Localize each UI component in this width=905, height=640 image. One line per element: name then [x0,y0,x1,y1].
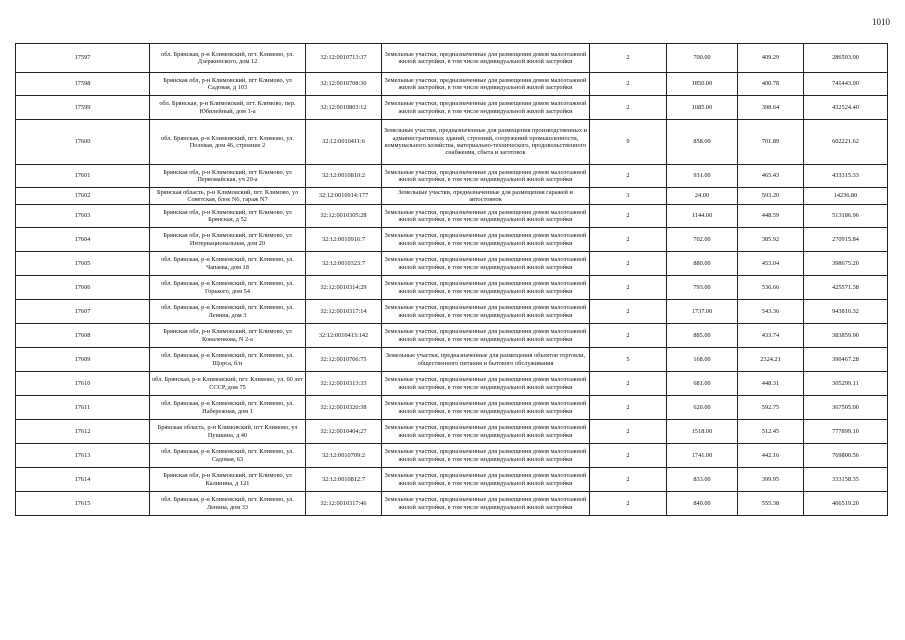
cadastral-number: 32:12:0010810:2 [306,165,382,188]
area-value: 793.00 [667,276,738,300]
area-value: 702.00 [667,228,738,252]
table-row [16,348,888,372]
table-row [16,372,888,396]
address-cell: Брянская обл, р-н Климовский, пгт Климово, ул Брянская, д 52 [150,205,306,228]
address-cell: обл. Брянская, р-н Климовский, пгт. Климово, ул. Горького, дом 54 [150,276,306,300]
cadastral-number: 32:12:0010706:75 [306,348,382,372]
land-use-purpose: Земельные участки, предназначенные для размещения производственных и административных зданий, строений, сооружений промышленности, коммунального хозяйства, материально-технического, продовольственного снабжения, сбыта и заготовок [382,120,590,165]
cadastral-number: 32:12:0010317:46 [306,492,382,516]
specific-value: 701.89 [738,120,804,165]
record-number: 17611 [16,396,150,420]
cadastral-value: 425571.38 [804,276,888,300]
table-row [16,252,888,276]
table-row [16,120,888,165]
land-use-purpose: Земельные участки, предназначенные для размещения домов малоэтажной жилой застройки, в том числе индивидуальной жилой застройки [382,228,590,252]
land-use-purpose: Земельные участки, предназначенные для размещения домов малоэтажной жилой застройки, в том числе индивидуальной жилой застройки [382,492,590,516]
table-row [16,276,888,300]
record-number: 17604 [16,228,150,252]
address-cell: обл. Брянская, р-н Климовский, пгт. Климово, ул. Садовая, 63 [150,444,306,468]
area-value: 168.00 [667,348,738,372]
page-number: 1010 [872,17,890,27]
specific-value: 433.74 [738,324,804,348]
address-cell: обл. Брянская, р-н Климовский, пгт. Климово, ул. Дзержинского, дом 12 [150,44,306,73]
group-number: 2 [590,228,667,252]
land-use-purpose: Земельные участки, предназначенные для размещения гаражей и автостоянок [382,188,590,205]
group-number: 2 [590,165,667,188]
cadastral-value: 333158.35 [804,468,888,492]
group-number: 3 [590,188,667,205]
land-use-purpose: Земельные участки, предназначенные для размещения объектов торговли, общественного питания и бытового обслуживания [382,348,590,372]
land-use-purpose: Земельные участки, предназначенные для размещения домов малоэтажной жилой застройки, в том числе индивидуальной жилой застройки [382,444,590,468]
record-number: 17615 [16,492,150,516]
specific-value: 536.66 [738,276,804,300]
group-number: 2 [590,44,667,73]
group-number: 2 [590,300,667,324]
group-number: 2 [590,252,667,276]
area-value: 1518.00 [667,420,738,444]
cadastral-number: 32:12:0010709:2 [306,444,382,468]
address-cell: Брянская обл, р-н Климовский, пгт Климово, ул Коваленкова, N 2-а [150,324,306,348]
record-number: 17603 [16,205,150,228]
specific-value: 512.45 [738,420,804,444]
group-number: 2 [590,444,667,468]
record-number: 17600 [16,120,150,165]
group-number: 2 [590,420,667,444]
address-cell: обл. Брянская, р-н Климовский, пгт. Климово, ул. Чапаева, дом 18 [150,252,306,276]
cadastral-number: 32:12:0010812:7 [306,468,382,492]
address-cell: обл. Брянская, р-н Климовский, пгт. Климово, ул. Ленина, дом 3 [150,300,306,324]
table-row [16,96,888,120]
record-number: 17598 [16,73,150,96]
address-cell: Брянская область, р-н Климовский, пгт. Климово, ул Советская, блок N6, гараж N7 [150,188,306,205]
cadastral-value: 777899.10 [804,420,888,444]
area-value: 24.00 [667,188,738,205]
cadastral-value: 741443.00 [804,73,888,96]
land-use-purpose: Земельные участки, предназначенные для размещения домов малоэтажной жилой застройки, в том числе индивидуальной жилой застройки [382,96,590,120]
cadastral-number: 32:12:0010305:28 [306,205,382,228]
area-value: 1741.00 [667,444,738,468]
group-number: 2 [590,492,667,516]
group-number: 2 [590,96,667,120]
record-number: 17606 [16,276,150,300]
record-number: 17609 [16,348,150,372]
record-number: 17612 [16,420,150,444]
address-cell: Брянская обл, р-н Климовский, пгт Климово, ул Интернациональная, дом 20 [150,228,306,252]
specific-value: 2324.21 [738,348,804,372]
cadastral-number: 32:12:0010314:29 [306,276,382,300]
area-value: 1085.00 [667,96,738,120]
cadastral-number: 32:12:0010916:7 [306,228,382,252]
record-number: 17607 [16,300,150,324]
land-use-purpose: Земельные участки, предназначенные для размещения домов малоэтажной жилой застройки, в том числе индивидуальной жилой застройки [382,324,590,348]
address-cell: Брянская обл, р-н Климовский, пгт Климово, ул Первомайская, уч 20-а [150,165,306,188]
cadastral-number: 32:12:0010320:38 [306,396,382,420]
area-value: 1850.00 [667,73,738,96]
address-cell: Брянская обл, р-н Климовский, пгт Климово, ул Калинина, д 121 [150,468,306,492]
table-row [16,300,888,324]
cadastral-value: 769800.56 [804,444,888,468]
table-row [16,188,888,205]
cadastral-value: 390467.28 [804,348,888,372]
cadastral-value: 943816.32 [804,300,888,324]
cadastral-value: 367505.00 [804,396,888,420]
area-value: 681.00 [667,372,738,396]
specific-value: 409.29 [738,44,804,73]
area-value: 1737.00 [667,300,738,324]
group-number: 2 [590,205,667,228]
address-cell: обл. Брянская, р-н Климовский, пгт. Климово, ул. Полевая, дом 46, строение 2 [150,120,306,165]
table-row [16,228,888,252]
area-value: 833.00 [667,468,738,492]
record-number: 17614 [16,468,150,492]
land-use-purpose: Земельные участки, предназначенные для размещения домов малоэтажной жилой застройки, в том числе индивидуальной жилой застройки [382,396,590,420]
group-number: 2 [590,468,667,492]
area-value: 858.00 [667,120,738,165]
area-value: 885.00 [667,324,738,348]
address-cell: Брянская область, р-н Климовский, пгт Климово, ул Пушкина, д 40 [150,420,306,444]
cadastral-number: 32:12:0010713:37 [306,44,382,73]
table-row [16,205,888,228]
cadastral-number: 32:12:0010317:14 [306,300,382,324]
group-number: 9 [590,120,667,165]
table-row [16,165,888,188]
cadastral-number: 32:12:0010323:7 [306,252,382,276]
cadastral-value: 286503.00 [804,44,888,73]
land-use-purpose: Земельные участки, предназначенные для размещения домов малоэтажной жилой застройки, в том числе индивидуальной жилой застройки [382,205,590,228]
address-cell: обл. Брянская, р-н Климовский, пгт. Климово, ул. Набережная, дом 1 [150,396,306,420]
record-number: 17605 [16,252,150,276]
land-use-purpose: Земельные участки, предназначенные для размещения домов малоэтажной жилой застройки, в том числе индивидуальной жилой застройки [382,300,590,324]
group-number: 2 [590,396,667,420]
table-row [16,468,888,492]
area-value: 840.00 [667,492,738,516]
table-row [16,396,888,420]
address-cell: обл. Брянская, р-н Климовский, пгт. Климово, пер. Юбилейный, дом 1-а [150,96,306,120]
table-row [16,444,888,468]
cadastral-value: 433315.33 [804,165,888,188]
cadastral-value: 432524.40 [804,96,888,120]
address-cell: обл. Брянская, р-н Климовский, пгт. Климово, ул. 60 лет СССР, дом 75 [150,372,306,396]
cadastral-number: 32:12:0010411:6 [306,120,382,165]
specific-value: 453.04 [738,252,804,276]
specific-value: 593.20 [738,188,804,205]
group-number: 2 [590,73,667,96]
area-value: 620.00 [667,396,738,420]
group-number: 2 [590,324,667,348]
table-row [16,73,888,96]
land-use-purpose: Земельные участки, предназначенные для размещения домов малоэтажной жилой застройки, в том числе индивидуальной жилой застройки [382,44,590,73]
cadastral-number: 32:12:0010708:30 [306,73,382,96]
land-use-purpose: Земельные участки, предназначенные для размещения домов малоэтажной жилой застройки, в том числе индивидуальной жилой застройки [382,420,590,444]
cadastral-number: 32:12:0010313:33 [306,372,382,396]
record-number: 17610 [16,372,150,396]
address-cell: обл. Брянская, р-н Климовский, пгт. Климово, ул. Ленина, дом 33 [150,492,306,516]
cadastral-number: 32:12:0010404:27 [306,420,382,444]
cadastral-number: 32:12:0010803:12 [306,96,382,120]
table-row [16,324,888,348]
cadastral-number: 32:12:0010914:177 [306,188,382,205]
table-row [16,492,888,516]
specific-value: 555.38 [738,492,804,516]
land-use-purpose: Земельные участки, предназначенные для размещения домов малоэтажной жилой застройки, в том числе индивидуальной жилой застройки [382,73,590,96]
specific-value: 385.92 [738,228,804,252]
address-cell: Брянская обл, р-н Климовский, пгт Климово, ул Садовая, д 103 [150,73,306,96]
specific-value: 448.59 [738,205,804,228]
specific-value: 448.31 [738,372,804,396]
land-use-purpose: Земельные участки, предназначенные для размещения домов малоэтажной жилой застройки, в том числе индивидуальной жилой застройки [382,468,590,492]
group-number: 5 [590,348,667,372]
cadastral-value: 270915.84 [804,228,888,252]
specific-value: 465.43 [738,165,804,188]
group-number: 2 [590,276,667,300]
area-value: 1144.00 [667,205,738,228]
record-number: 17602 [16,188,150,205]
cadastral-value: 513186.96 [804,205,888,228]
area-value: 700.00 [667,44,738,73]
cadastral-value: 398675.20 [804,252,888,276]
land-use-purpose: Земельные участки, предназначенные для размещения домов малоэтажной жилой застройки, в том числе индивидуальной жилой застройки [382,372,590,396]
record-number: 17601 [16,165,150,188]
specific-value: 399.95 [738,468,804,492]
land-use-purpose: Земельные участки, предназначенные для размещения домов малоэтажной жилой застройки, в том числе индивидуальной жилой застройки [382,165,590,188]
group-number: 2 [590,372,667,396]
record-number: 17599 [16,96,150,120]
record-number: 17597 [16,44,150,73]
cadastral-value: 466519.20 [804,492,888,516]
land-use-purpose: Земельные участки, предназначенные для размещения домов малоэтажной жилой застройки, в том числе индивидуальной жилой застройки [382,252,590,276]
specific-value: 398.64 [738,96,804,120]
cadastral-value: 383859.90 [804,324,888,348]
specific-value: 442.16 [738,444,804,468]
table-row [16,44,888,73]
specific-value: 400.78 [738,73,804,96]
cadastral-number: 32:12:0010413:142 [306,324,382,348]
specific-value: 592.75 [738,396,804,420]
cadastral-value-table [15,43,888,516]
area-value: 931.00 [667,165,738,188]
table-body [16,44,888,516]
cadastral-value: 602221.62 [804,120,888,165]
table-row [16,420,888,444]
area-value: 880.00 [667,252,738,276]
record-number: 17608 [16,324,150,348]
land-use-purpose: Земельные участки, предназначенные для размещения домов малоэтажной жилой застройки, в том числе индивидуальной жилой застройки [382,276,590,300]
cadastral-value: 14236.80 [804,188,888,205]
address-cell: обл. Брянская, р-н Климовский, пгт. Климово, ул. Щорса, б/н [150,348,306,372]
record-number: 17613 [16,444,150,468]
cadastral-value: 305299.11 [804,372,888,396]
specific-value: 543.36 [738,300,804,324]
